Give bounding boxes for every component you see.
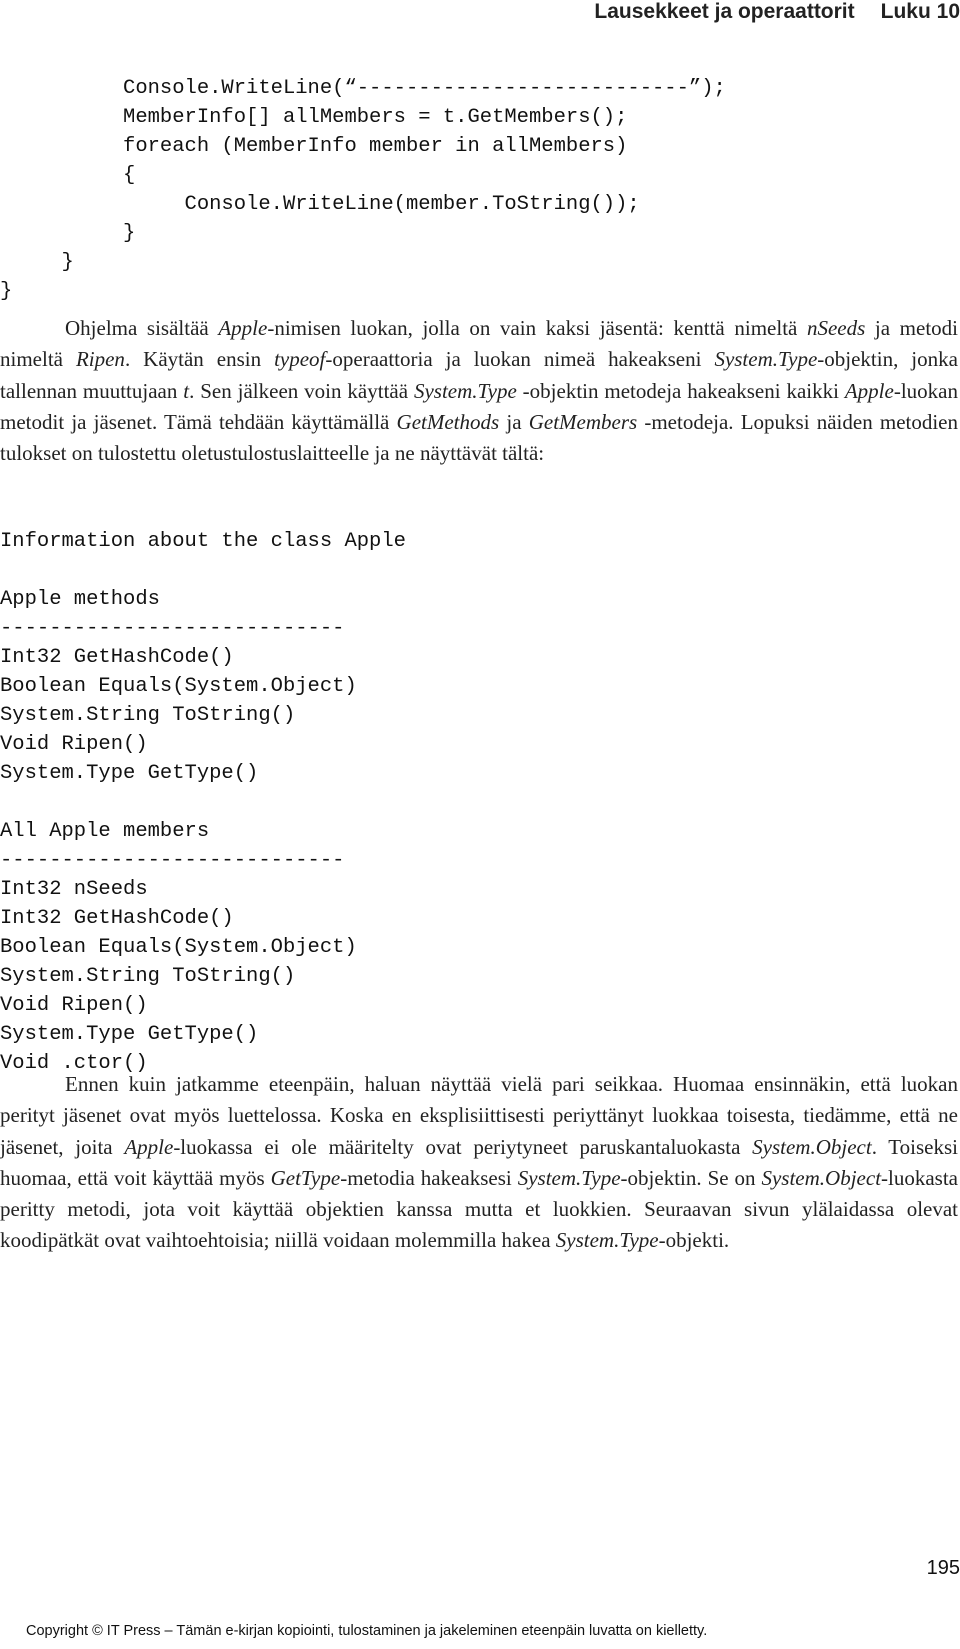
code-line: { — [0, 164, 136, 187]
paragraph-2 — [0, 1069, 958, 1257]
paragraph-1 — [0, 313, 958, 469]
code-line: MemberInfo[] allMembers = t.GetMembers(); — [0, 106, 628, 129]
output-line: Int32 GetHashCode() — [0, 907, 234, 930]
page-number: 195 — [926, 1557, 960, 1579]
output-line: System.Type GetType() — [0, 1023, 259, 1046]
output-line: Void Ripen() — [0, 994, 148, 1017]
code-line: foreach (MemberInfo member in allMembers) — [0, 135, 628, 158]
output-line: All Apple members — [0, 820, 210, 843]
paragraph-2-text: Ennen kuin jatkamme eteenpäin, haluan näyttää vielä pari seikkaa. Huomaa ensinnäkin, että luokan perityt jäsenet ovat myös luettelossa. Koska en eksplisiittisesti periyttänyt luokkaa toisesta, tiedämme, että ne jäsenet, joita Apple-luokassa ei ole määritelty ovat periytyneet paruskantaluokasta System.Object. Toiseksi huomaa, että voit käyttää myös GetType-metodia hakeaksesi System.Type-objektin. Se on System.Object-luokasta peritty metodi, jota voit käyttää objektien kanssa mutta et luokkien. Seuraavan sivun ylälaidassa olevat koodipätkät ovat vaihtoehtoisia; niillä voidaan molemmilla hakea System.Type-objekti. — [0, 1072, 959, 1253]
header-title: Lausekkeet ja operaattorit — [594, 0, 855, 23]
output-line: Int32 nSeeds — [0, 878, 148, 901]
output-line: Information about the class Apple — [0, 530, 406, 553]
output-line: Void Ripen() — [0, 733, 148, 756]
code-line: Console.WriteLine(member.ToString()); — [0, 193, 640, 216]
copyright-notice: Copyright © IT Press – Tämän e-kirjan kopiointi, tulostaminen ja jakeleminen eteenpäin luvatta on kielletty. — [26, 1623, 708, 1639]
code-listing-top — [0, 74, 726, 306]
output-line — [0, 788, 406, 817]
output-line: System.String ToString() — [0, 965, 296, 988]
output-line — [0, 556, 406, 585]
output-line: ---------------------------- — [0, 849, 345, 872]
output-line: System.String ToString() — [0, 704, 296, 727]
output-line: ---------------------------- — [0, 617, 345, 640]
code-line: } — [0, 222, 136, 245]
header-chapter: Luku 10 — [880, 0, 960, 23]
output-line: System.Type GetType() — [0, 762, 259, 785]
paragraph-1-text: Ohjelma sisältää Apple-nimisen luokan, jolla on vain kaksi jäsentä: kenttä nimeltä nSeeds ja metodi nimeltä Ripen. Käytän ensin typeof-operaattoria ja luokan nimeä hakeakseni System.Type-objektin, jonka tallennan muuttujaan t. Sen jälkeen voin käyttää System.Type -objektin metodeja hakeakseni kaikki Apple-luokan metodit ja jäsenet. Tämä tehdään käyttämällä GetMethods ja GetMembers -metodeja. Lopuksi näiden metodien tulokset on tulostettu oletustulostuslaitteelle ja ne näyttävät tältä: — [0, 316, 959, 466]
program-output — [0, 527, 406, 1078]
code-line: } — [0, 280, 13, 303]
output-line: Boolean Equals(System.Object) — [0, 675, 357, 698]
code-line: } — [0, 251, 74, 274]
running-header — [594, 0, 960, 24]
output-line: Void .ctor() — [0, 1052, 148, 1075]
output-line: Int32 GetHashCode() — [0, 646, 234, 669]
output-line: Boolean Equals(System.Object) — [0, 936, 357, 959]
output-line: Apple methods — [0, 588, 160, 611]
code-line: Console.WriteLine(“---------------------------”); — [0, 77, 726, 100]
